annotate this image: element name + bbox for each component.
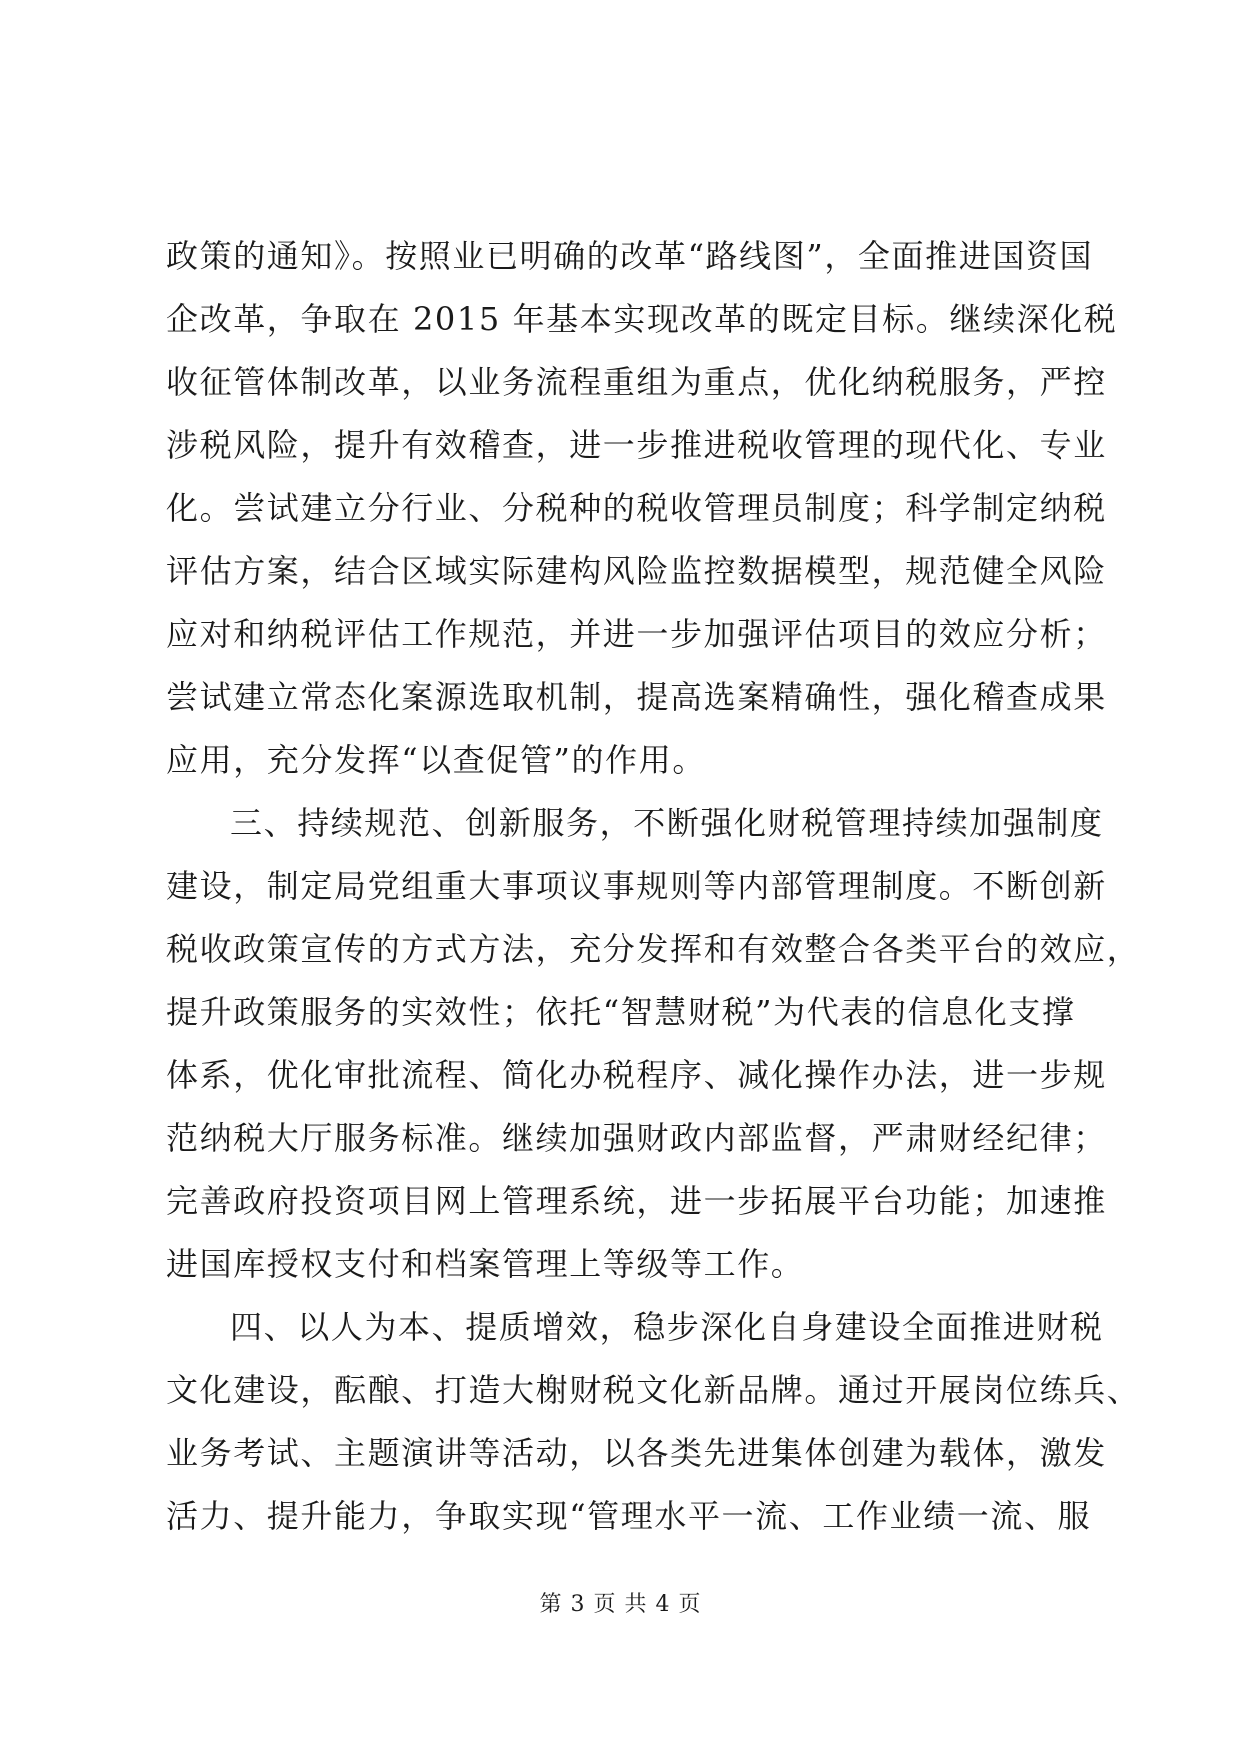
text-line: 建设，制定局党组重大事项议事规则等内部管理制度。不断创新 (166, 867, 1107, 905)
text-line: 完善政府投资项目网上管理系统，进一步拓展平台功能；加速推 (166, 1182, 1107, 1220)
text-line: 化。尝试建立分行业、分税种的税收管理员制度；科学制定纳税 (166, 489, 1107, 527)
text-line: 体系，优化审批流程、简化办税程序、减化操作办法，进一步规 (166, 1056, 1107, 1094)
body-text (166, 225, 1141, 1548)
text-line: 涉税风险，提升有效稽查，进一步推进税收管理的现代化、专业 (166, 426, 1107, 464)
text-line: 提升政策服务的实效性；依托“智慧财税”为代表的信息化支撑 (166, 993, 1076, 1031)
text-line: 文化建设，酝酿、打造大榭财税文化新品牌。通过开展岗位练兵、 (166, 1371, 1141, 1409)
paragraph-start-line: 三、持续规范、创新服务，不断强化财税管理持续加强制度 (230, 804, 1104, 842)
text-line: 收征管体制改革，以业务流程重组为重点，优化纳税服务，严控 (166, 363, 1107, 401)
text-line: 税收政策宣传的方式方法，充分发挥和有效整合各类平台的效应， (166, 930, 1141, 968)
text-line: 尝试建立常态化案源选取机制，提高选案精确性，强化稽查成果 (166, 678, 1107, 716)
text-line: 应用，充分发挥“以查促管”的作用。 (166, 741, 706, 779)
text-line: 应对和纳税评估工作规范，并进一步加强评估项目的效应分析； (166, 615, 1107, 653)
paragraph-start-line: 四、以人为本、提质增效，稳步深化自身建设全面推进财税 (230, 1308, 1104, 1346)
text-line: 进国库授权支付和档案管理上等级等工作。 (166, 1245, 805, 1283)
page-number: 第 3 页 共 4 页 (539, 1592, 702, 1617)
text-line: 业务考试、主题演讲等活动，以各类先进集体创建为载体，激发 (166, 1434, 1107, 1472)
text-line: 评估方案，结合区域实际建构风险监控数据模型，规范健全风险 (166, 552, 1107, 590)
text-line: 政策的通知》。按照业已明确的改革“路线图”，全面推进国资国 (166, 237, 1094, 275)
text-line: 企改革，争取在 2015 年基本实现改革的既定目标。继续深化税 (166, 300, 1118, 338)
text-line: 活力、提升能力，争取实现“管理水平一流、工作业绩一流、服 (166, 1497, 1092, 1535)
page-footer (0, 1590, 1241, 1620)
text-line: 范纳税大厅服务标准。继续加强财政内部监督，严肃财经纪律； (166, 1119, 1107, 1157)
